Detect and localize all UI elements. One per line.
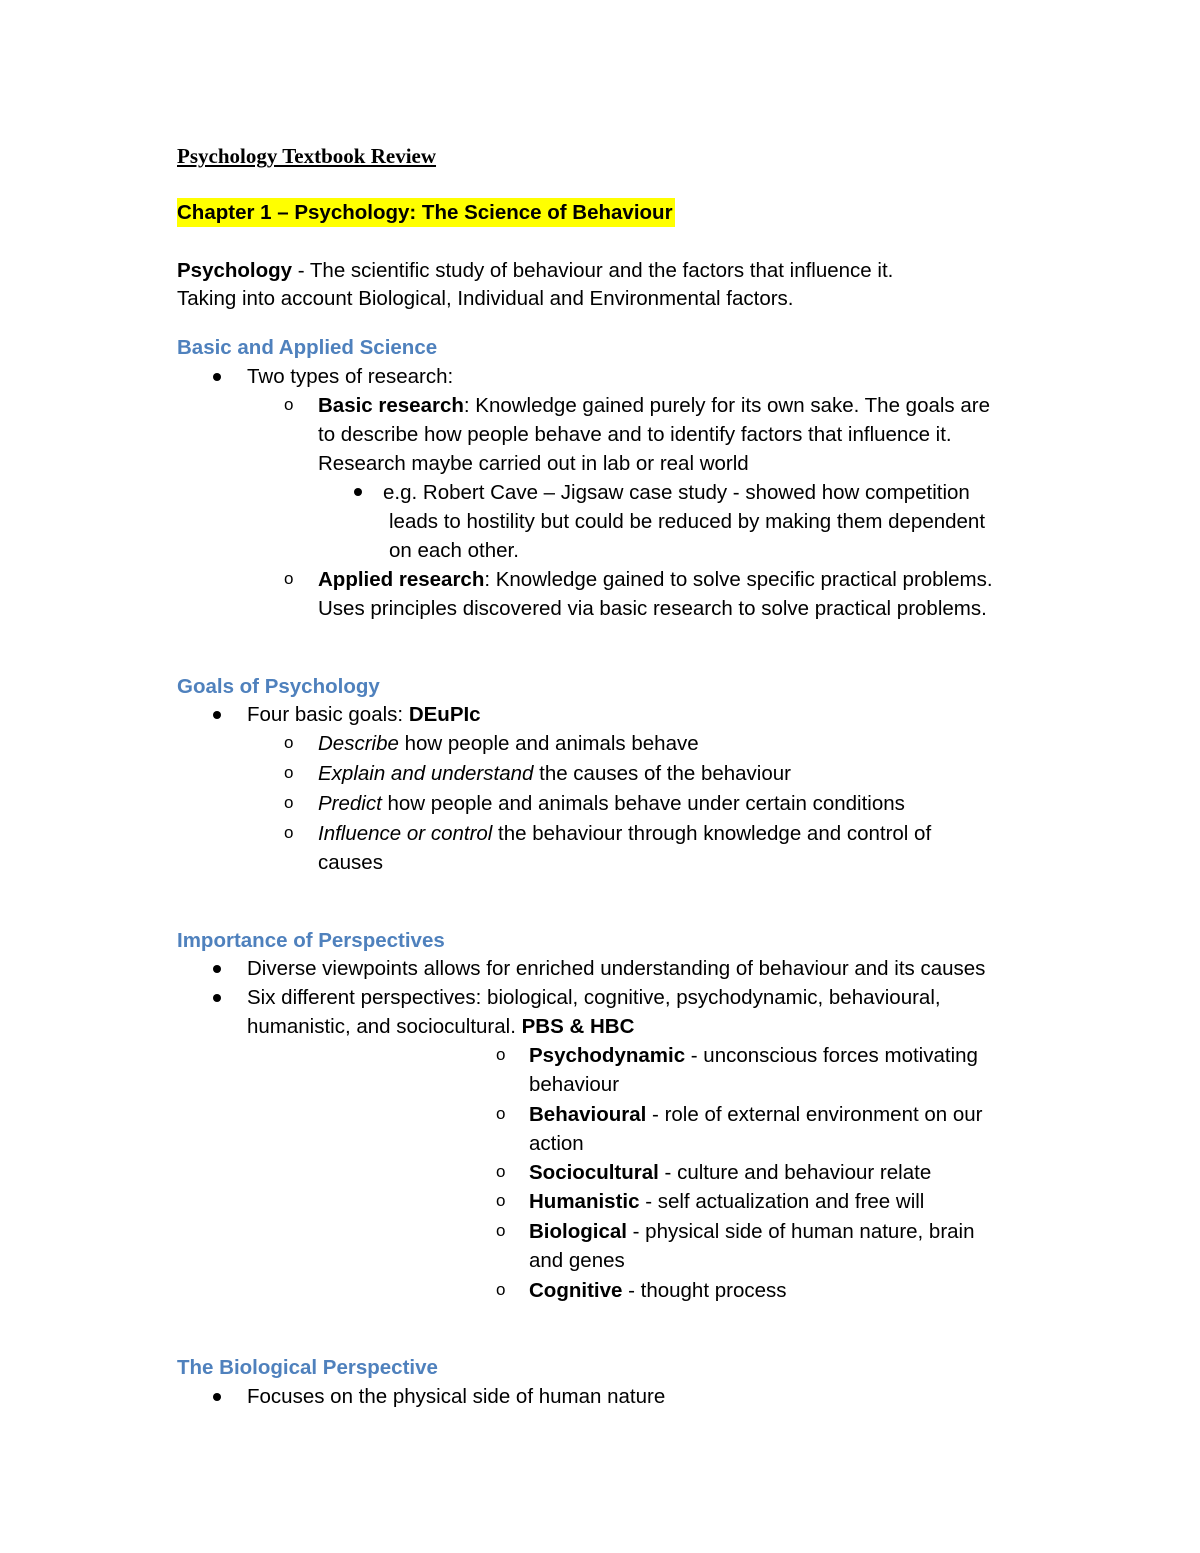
sub-bullet-marker: o: [496, 1191, 506, 1210]
list-item-text: - physical side of human nature, brain: [626, 1220, 975, 1243]
section-heading-basic-applied: Basic and Applied Science: [177, 336, 438, 359]
goal-term: Explain and understand: [318, 762, 534, 785]
list-item-perspective: [529, 1217, 975, 1246]
list-item-continuation: behaviour: [529, 1073, 620, 1096]
list-item-perspective: [529, 1100, 983, 1129]
bullet-marker: [213, 373, 221, 381]
bullet-marker: [213, 1393, 221, 1401]
perspective-term: Sociocultural: [529, 1161, 659, 1184]
perspective-term: Biological: [529, 1220, 627, 1243]
sub-bullet-marker: o: [284, 569, 294, 588]
list-item-text: : Knowledge gained purely for its own sake. The goals are: [463, 394, 990, 417]
list-item-text: - culture and behaviour relate: [658, 1161, 932, 1184]
mnemonic: PBS & HBC: [521, 1015, 635, 1038]
list-item-continuation: Research maybe carried out in lab or real world: [318, 452, 749, 475]
list-item-continuation: leads to hostility but could be reduced by making them dependent: [389, 510, 986, 533]
list-item-text: how people and animals behave: [398, 732, 699, 755]
list-item-continuation: causes: [318, 851, 383, 874]
list-item-continuation: and genes: [529, 1249, 625, 1272]
section-heading-perspectives: Importance of Perspectives: [177, 929, 445, 952]
list-item-continuation: [247, 1012, 634, 1041]
sub-bullet-marker: o: [284, 823, 294, 842]
section-heading-biological: The Biological Perspective: [177, 1356, 438, 1379]
list-item: Two types of research:: [247, 365, 454, 388]
list-item-perspective: [529, 1276, 787, 1305]
document-title: Psychology Textbook Review: [177, 144, 437, 168]
list-item: Six different perspectives: biological, cognitive, psychodynamic, behavioural,: [247, 986, 941, 1009]
perspective-term: Psychodynamic: [529, 1044, 686, 1067]
list-item-text: Four basic goals:: [247, 703, 409, 726]
list-item-example: e.g. Robert Cave – Jigsaw case study - showed how competition: [383, 481, 970, 504]
definition-line-2: Taking into account Biological, Individual and Environmental factors.: [177, 287, 794, 310]
list-item-text: : Knowledge gained to solve specific practical problems.: [484, 568, 993, 591]
definition-line: [177, 256, 893, 285]
list-item-text: the behaviour through knowledge and control of: [492, 822, 932, 845]
list-item-text: humanistic, and sociocultural.: [247, 1015, 522, 1038]
list-item-perspective: [529, 1187, 924, 1216]
sub-bullet-marker: o: [496, 1162, 506, 1181]
list-item-goal: [318, 789, 905, 818]
sub-bullet-marker: o: [496, 1221, 506, 1240]
definition-term: Psychology: [177, 259, 293, 282]
list-item-perspective: [529, 1041, 978, 1070]
bullet-marker: [213, 994, 221, 1002]
sub-bullet-marker: o: [496, 1104, 506, 1123]
list-item-text: how people and animals behave under certain conditions: [381, 792, 905, 815]
bullet-marker: [213, 711, 221, 719]
list-item-goal: [318, 819, 931, 848]
sub-bullet-marker: o: [496, 1280, 506, 1299]
goal-term: Describe: [318, 732, 399, 755]
list-item-continuation: to describe how people behave and to identify factors that influence it.: [318, 423, 952, 446]
list-item-basic-research: [318, 391, 990, 420]
list-item-text: - role of external environment on our: [646, 1103, 983, 1126]
sub-bullet-marker: o: [284, 395, 294, 414]
list-item-text: - thought process: [622, 1279, 787, 1302]
list-item-text: - unconscious forces motivating: [685, 1044, 978, 1067]
list-item-text: the causes of the behaviour: [533, 762, 791, 785]
list-item-perspective: [529, 1158, 931, 1187]
list-item-continuation: on each other.: [389, 539, 519, 562]
perspective-term: Behavioural: [529, 1103, 647, 1126]
mnemonic: DEuPIc: [408, 703, 481, 726]
list-item: [247, 700, 481, 729]
sub-bullet-marker: o: [284, 793, 294, 812]
sub-bullet-marker: o: [284, 733, 294, 752]
definition-text: - The scientific study of behaviour and the factors that influence it.: [292, 259, 894, 282]
list-item-continuation: Uses principles discovered via basic research to solve practical problems.: [318, 597, 987, 620]
goal-term: Predict: [318, 792, 382, 815]
sub-bullet-marker: o: [496, 1045, 506, 1064]
bullet-marker: [213, 965, 221, 973]
term-basic-research: Basic research: [318, 394, 464, 417]
bullet-marker: [354, 488, 362, 496]
sub-bullet-marker: o: [284, 763, 294, 782]
list-item-applied-research: [318, 565, 993, 594]
chapter-heading: Chapter 1 – Psychology: The Science of Behaviour: [177, 198, 675, 227]
perspective-term: Cognitive: [529, 1279, 623, 1302]
list-item: Diverse viewpoints allows for enriched understanding of behaviour and its causes: [247, 957, 986, 980]
section-heading-goals: Goals of Psychology: [177, 675, 380, 698]
goal-term: Influence or control: [318, 822, 493, 845]
list-item-goal: [318, 759, 791, 788]
term-applied-research: Applied research: [318, 568, 485, 591]
list-item: Focuses on the physical side of human nature: [247, 1385, 666, 1408]
list-item-continuation: action: [529, 1132, 584, 1155]
list-item-text: - self actualization and free will: [639, 1190, 925, 1213]
perspective-term: Humanistic: [529, 1190, 640, 1213]
list-item-goal: [318, 729, 699, 758]
